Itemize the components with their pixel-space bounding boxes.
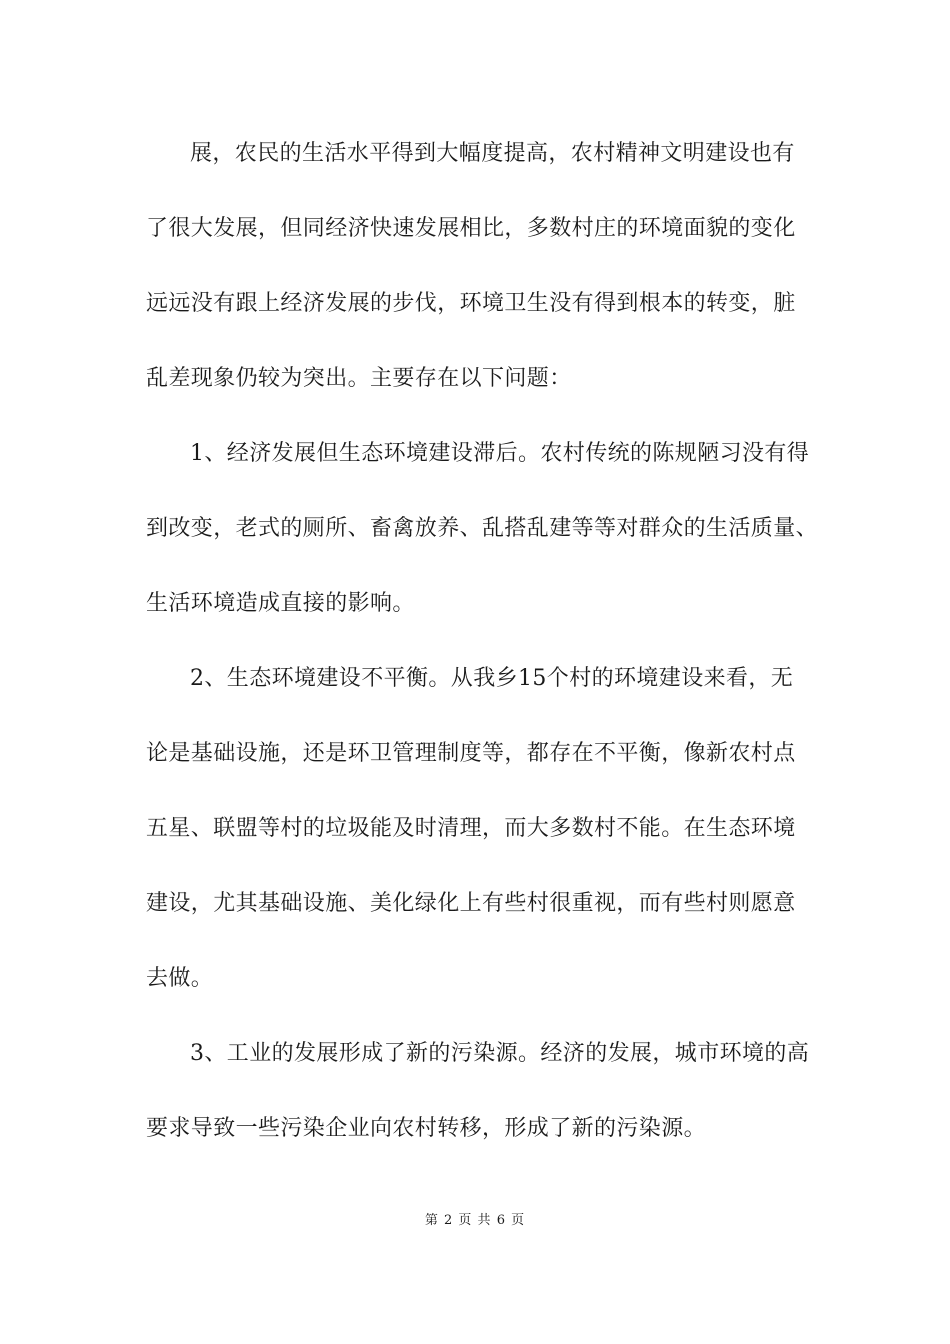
text-line-6: 到改变，老式的厕所、畜禽放养、乱搭乱建等等对群众的生活质量、 xyxy=(146,516,819,541)
text-line-1: 展，农民的生活水平得到大幅度提高，农村精神文明建设也有 xyxy=(190,141,795,166)
text-line-2: 了很大发展，但同经济快速发展相比，多数村庄的环境面貌的变化 xyxy=(146,216,796,241)
text-line-12: 去做。 xyxy=(146,966,214,991)
text-line-5: 1、经济发展但生态环境建设滞后。农村传统的陈规陋习没有得 xyxy=(190,441,810,466)
text-line-4: 乱差现象仍较为突出。主要存在以下问题： xyxy=(146,366,572,391)
text-line-10: 五星、联盟等村的垃圾能及时清理，而大多数村不能。在生态环境 xyxy=(146,816,796,841)
text-line-3: 远远没有跟上经济发展的步伐，环境卫生没有得到根本的转变，脏 xyxy=(146,291,796,316)
page-number-footer: 第 2 页 共 6 页 xyxy=(424,1213,526,1228)
document-body xyxy=(146,132,818,1182)
text-line-11: 建设，尤其基础设施、美化绿化上有些村很重视，而有些村则愿意 xyxy=(146,891,796,916)
text-line-14: 要求导致一些污染企业向农村转移，形成了新的污染源。 xyxy=(146,1116,707,1141)
text-line-9: 论是基础设施，还是环卫管理制度等，都存在不平衡，像新农村点 xyxy=(146,741,796,766)
text-line-7: 生活环境造成直接的影响。 xyxy=(146,591,415,616)
text-line-8: 2、生态环境建设不平衡。从我乡15个村的环境建设来看，无 xyxy=(190,666,794,691)
text-line-13: 3、工业的发展形成了新的污染源。经济的发展，城市环境的高 xyxy=(190,1041,810,1066)
